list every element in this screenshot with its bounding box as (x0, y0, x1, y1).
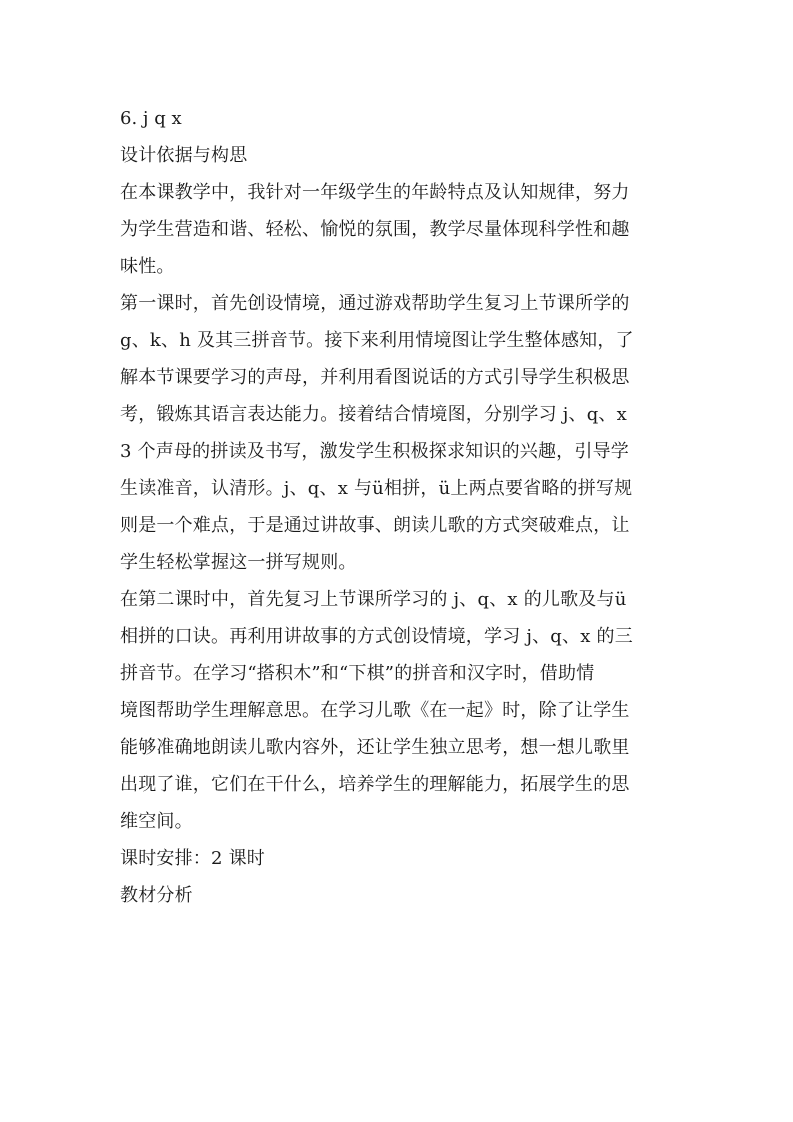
paragraph-line: 学生轻松掌握这一拼写规则。 (120, 552, 357, 573)
paragraph-line: 能够准确地朗读儿歌内容外，还让学生独立思考，想一想儿歌里 (120, 737, 630, 758)
paragraph-line: 拼音节。在学习“搭积木”和“下棋”的拼音和汉字时，借助情 (120, 663, 595, 684)
schedule-line: 课时安排：2 课时 (120, 848, 265, 869)
paragraph-line: g、k、h 及其三拼音节。接下来利用情境图让学生整体感知，了 (120, 330, 634, 351)
paragraph-line: 味性。 (120, 256, 175, 277)
paragraph-line: 在本课教学中，我针对一年级学生的年龄特点及认知规律，努力 (120, 182, 630, 203)
paragraph-line: 考，锻炼其语言表达能力。接着结合情境图，分别学习 j、q、x (120, 404, 627, 425)
paragraph-line: 解本节课要学习的声母，并利用看图说话的方式引导学生积极思 (120, 367, 630, 388)
paragraph-line: 第一课时，首先创设情境，通过游戏帮助学生复习上节课所学的 (120, 293, 630, 314)
lesson-title: 6. j q x (120, 108, 182, 129)
paragraph-line: 维空间。 (120, 811, 193, 832)
section-heading-design: 设计依据与构思 (120, 145, 248, 166)
paragraph-line: 为学生营造和谐、轻松、愉悦的氛围，教学尽量体现科学性和趣 (120, 219, 630, 240)
paragraph-line: 则是一个难点，于是通过讲故事、朗读儿歌的方式突破难点，让 (120, 515, 630, 536)
paragraph-line: 3 个声母的拼读及书写，激发学生积极探求知识的兴趣，引导学 (120, 441, 629, 462)
paragraph-line: 相拼的口诀。再利用讲故事的方式创设情境，学习 j、q、x 的三 (120, 626, 633, 647)
paragraph-line: 出现了谁，它们在干什么，培养学生的理解能力，拓展学生的思 (120, 774, 630, 795)
paragraph-line: 境图帮助学生理解意思。在学习儿歌《在一起》时，除了让学生 (120, 700, 630, 721)
paragraph-line: 生读准音，认清形。j、q、x 与ü相拼，ü上两点要省略的拼写规 (120, 478, 633, 499)
section-heading-textbook-analysis: 教材分析 (120, 885, 193, 906)
document-body (120, 100, 680, 914)
paragraph-line: 在第二课时中，首先复习上节课所学习的 j、q、x 的儿歌及与ü (120, 589, 627, 610)
